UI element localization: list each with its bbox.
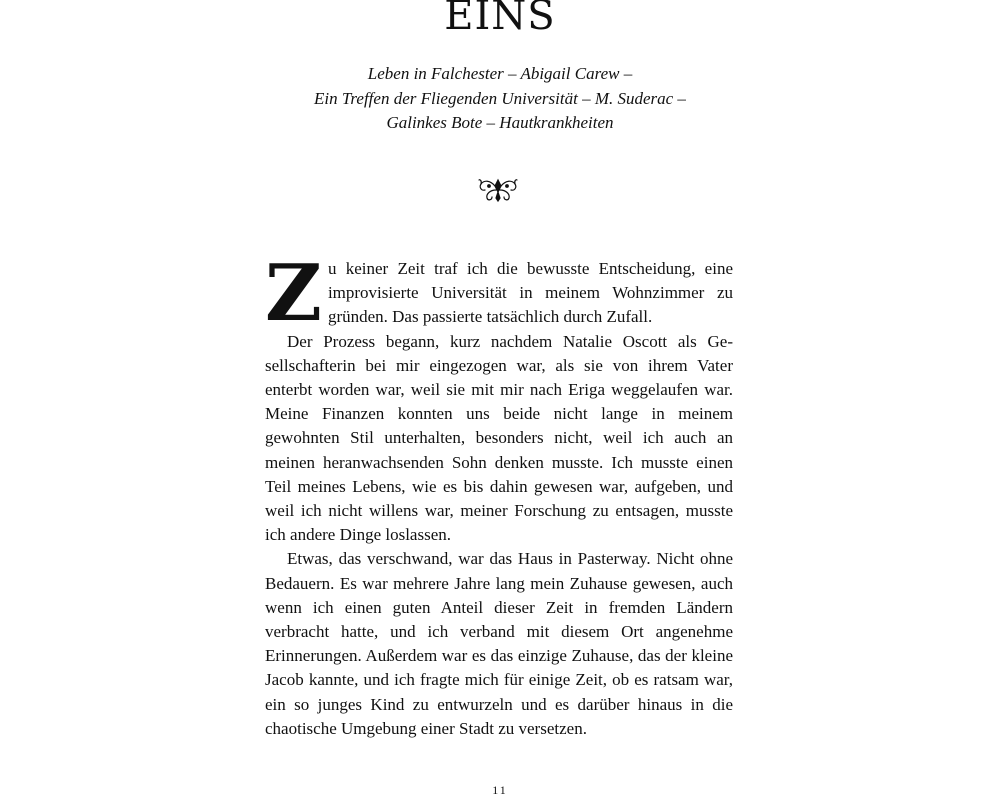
paragraph-text: u keiner Zeit traf ich die bewusste Entscheidung, eine improvisierte Universität in meinem Wohnzimmer zu gründen. Das passierte tatsächlich durch Zufall. [327, 259, 733, 327]
chapter-subtitle [0, 62, 1000, 136]
chapter-title: EINS [444, 0, 556, 39]
fleuron-icon [478, 176, 518, 204]
drop-cap: Z [265, 248, 322, 339]
paragraph [265, 248, 733, 339]
paragraph: Der Prozess begann, kurz nachdem Natalie Oscott als Gesellschafterin bei mir eingezogen war, als sie von ihrem Vater enterbt worden war, weil sie mit mir nach Eriga weggelaufen war. Meine Finanzen konnten uns beide nicht lange in meinem gewohnten Stil unterhalten, besonders nicht, weil ich auch an meinen heranwachsenden Sohn denken musste. Ich musste einen Teil meines Lebens, wie es bis dahin gewesen war, aufgeben, und weil ich nicht willens war, meiner Forschung zu entsagen, musste ich andere Dinge loslassen. [265, 331, 733, 545]
subtitle-line: Galinkes Bote – Hautkrankheiten [386, 113, 614, 132]
subtitle-line: Leben in Falchester – Abigail Carew – [367, 64, 633, 83]
paragraph: Etwas, das verschwand, war das Haus in Pasterway. Nicht ohne Bedauern. Es war mehrere Jahre lang mein Zuhause gewesen, auch wenn ich einen guten Anteil dieser Zeit in fremden Ländern verbracht hatte, und ich verband mit diesem Ort angenehme Erinnerungen. Außerdem war es das einzige Zuhause, das der kleine Jacob kannte, und ich fragte mich für einige Zeit, ob es ratsam war, ein so junges Kind zu entwurzeln und es darüber hinaus in die chaotische Umgebung einer Stadt zu versetzen. [265, 549, 733, 738]
body-text [265, 248, 733, 741]
page-number: 11 [492, 783, 508, 797]
subtitle-line: Ein Treffen der Fliegenden Universität – M. Suderac – [314, 88, 686, 108]
